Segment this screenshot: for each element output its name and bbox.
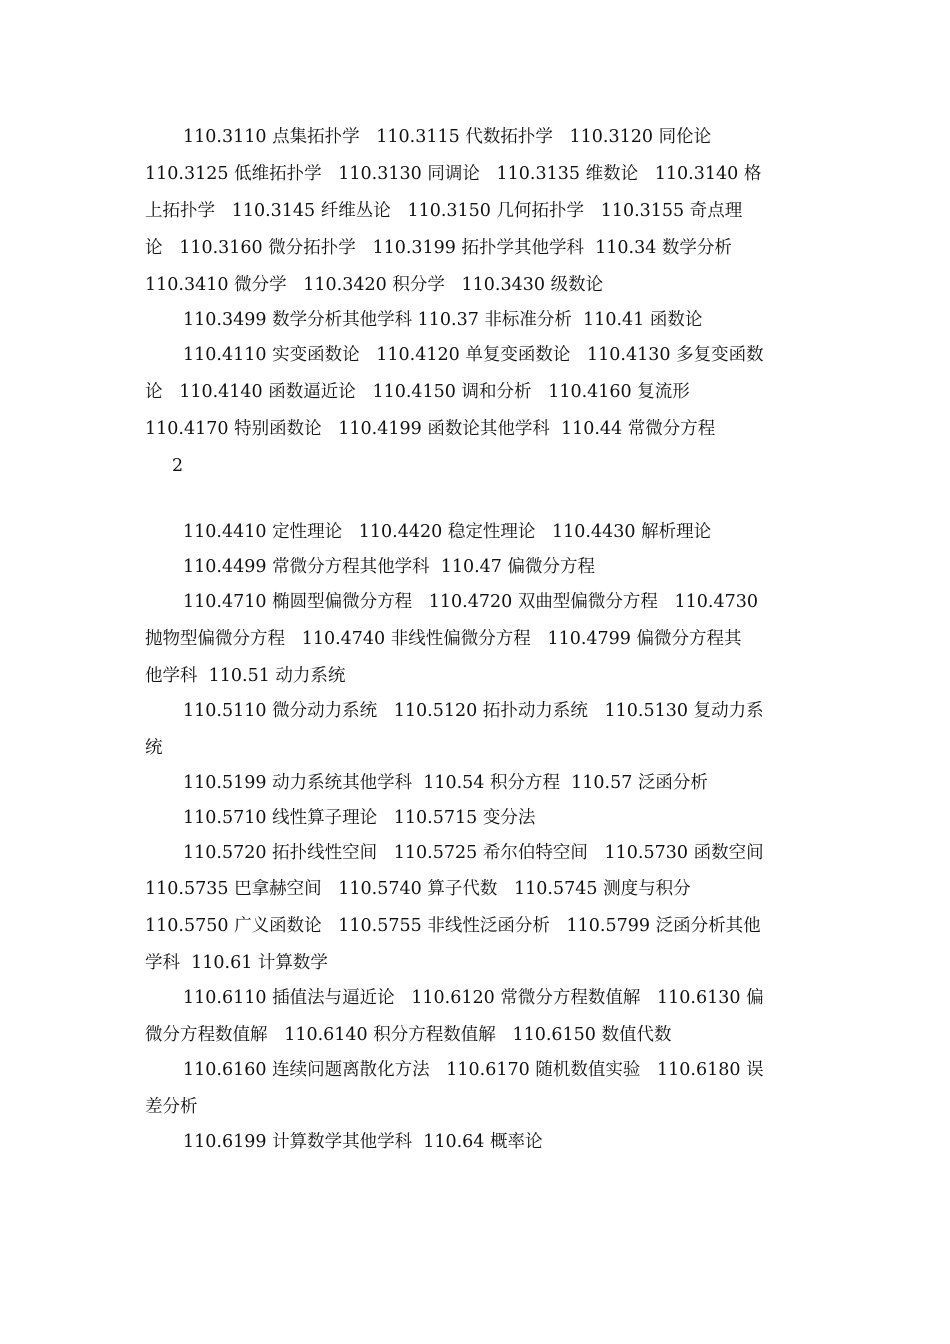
text-line: 110.5110 微分动力系统 110.5120 拓扑动力系统 110.5130 复动力系 [183,701,764,721]
text-line: 110.4110 实变函数论 110.4120 单复变函数论 110.4130 多复变函数 [183,345,764,365]
text-line: 110.4410 定性理论 110.4420 稳定性理论 110.4430 解析理论 [183,522,712,542]
text-line: 110.3110 点集拓扑学 110.3115 代数拓扑学 110.3120 同伦论 [183,127,712,147]
text-line: 论 110.3160 微分拓扑学 110.3199 拓扑学其他学科 110.34 数学分析 [145,238,732,258]
text-line: 110.5710 线性算子理论 110.5715 变分法 [183,808,536,828]
text-line: 微分方程数值解 110.6140 积分方程数值解 110.6150 数值代数 [145,1025,672,1045]
text-line: 110.4170 特别函数论 110.4199 函数论其他学科 110.44 常微分方程 [145,419,716,439]
text-line: 110.6199 计算数学其他学科 110.64 概率论 [183,1132,543,1152]
text-line: 110.6160 连续问题离散化方法 110.6170 随机数值实验 110.6180 误 [183,1060,764,1080]
text-line: 差分析 [145,1097,198,1117]
page-number: 2 [172,456,184,476]
text-line: 110.4710 椭圆型偏微分方程 110.4720 双曲型偏微分方程 110.4730 [183,592,759,612]
text-line: 上拓扑学 110.3145 纤维丛论 110.3150 几何拓扑学 110.3155 奇点理 [145,201,743,221]
text-line: 110.5735 巴拿赫空间 110.5740 算子代数 110.5745 测度与积分 [145,879,691,899]
text-line: 110.3499 数学分析其他学科 110.37 非标准分析 110.41 函数论 [183,310,703,330]
text-line: 110.3125 低维拓扑学 110.3130 同调论 110.3135 维数论 110.3140 格 [145,164,762,184]
text-line: 抛物型偏微分方程 110.4740 非线性偏微分方程 110.4799 偏微分方程其 [145,629,742,649]
text-line: 统 [145,738,163,758]
text-line: 110.3410 微分学 110.3420 积分学 110.3430 级数论 [145,275,604,295]
text-line: 110.6110 插值法与逼近论 110.6120 常微分方程数值解 110.6130 偏 [183,988,764,1008]
text-line: 110.5750 广义函数论 110.5755 非线性泛函分析 110.5799 泛函分析其他 [145,916,761,936]
text-line: 论 110.4140 函数逼近论 110.4150 调和分析 110.4160 复流形 [145,382,690,402]
text-line: 他学科 110.51 动力系统 [145,666,346,686]
text-line: 110.5720 拓扑线性空间 110.5725 希尔伯特空间 110.5730 函数空间 [183,843,764,863]
text-line: 110.4499 常微分方程其他学科 110.47 偏微分方程 [183,557,595,577]
text-line: 学科 110.61 计算数学 [145,953,328,973]
text-line: 110.5199 动力系统其他学科 110.54 积分方程 110.57 泛函分析 [183,773,708,793]
